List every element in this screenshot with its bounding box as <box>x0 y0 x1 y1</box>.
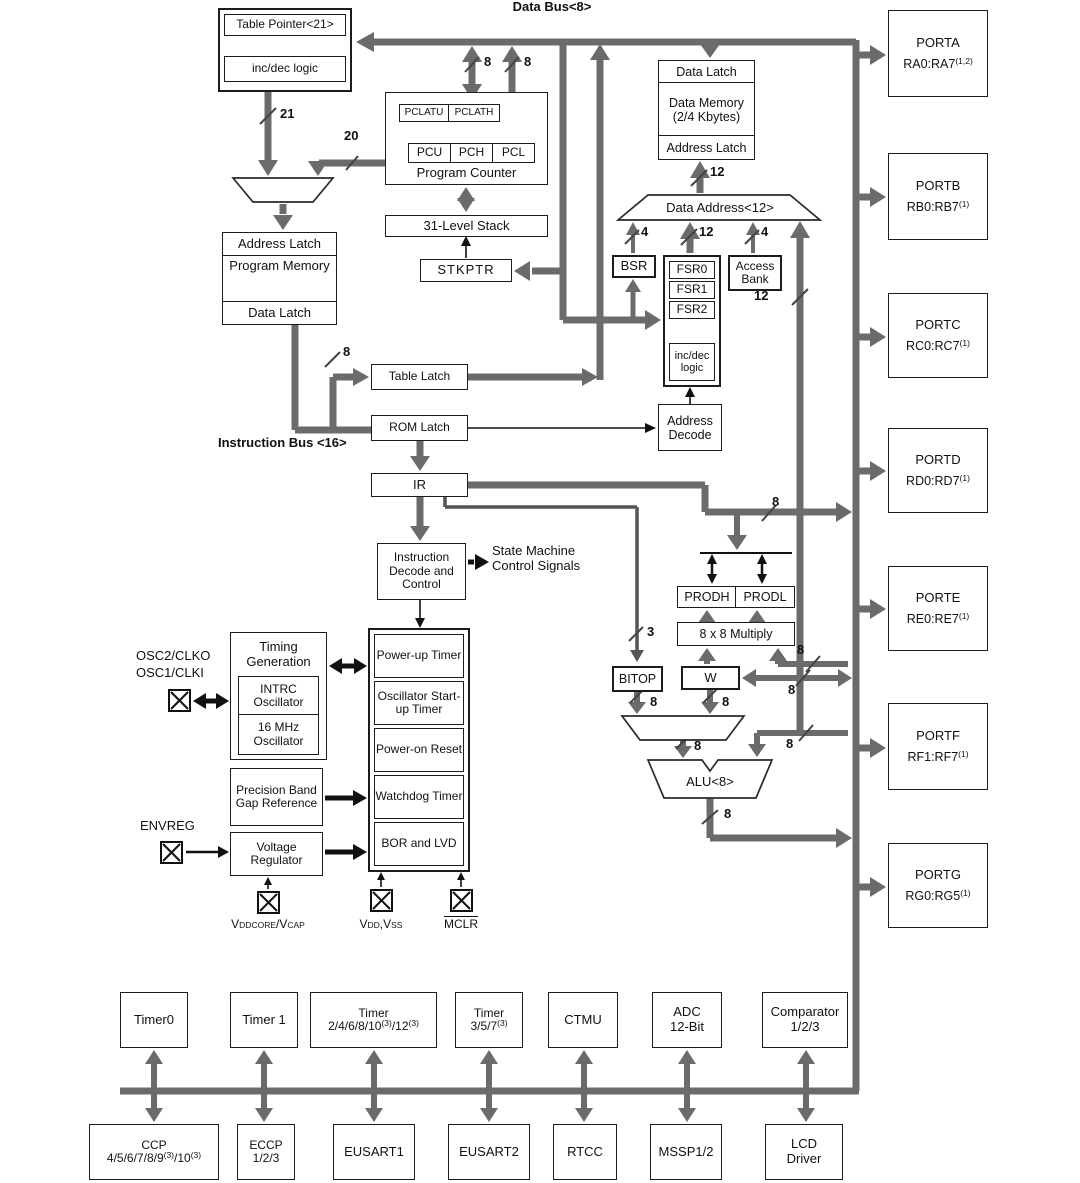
port-range <box>905 889 970 903</box>
block-fsr2: FSR2 <box>669 301 715 319</box>
mux-trapezoid <box>233 178 333 202</box>
block-table-latch: Table Latch <box>371 364 468 390</box>
port-note: (1) <box>958 749 969 760</box>
port-range <box>906 339 970 353</box>
pin-icon-osc <box>168 689 191 712</box>
port-note: (1) <box>958 611 970 622</box>
peripheral-note: (3) <box>497 1018 508 1028</box>
block-intrc-oscillator: INTRC Oscillator <box>238 676 319 716</box>
peripheral-lcd-driver <box>765 1124 843 1180</box>
block-stkptr: STKPTR <box>420 259 512 282</box>
port-range <box>906 474 970 488</box>
port-box-portg <box>888 843 988 928</box>
port-box-portf <box>888 703 988 790</box>
port-name: PORTA <box>916 34 960 50</box>
peripheral-timer1: Timer 1 <box>230 992 298 1048</box>
peripheral-line2: 1/2/3 <box>790 1019 820 1034</box>
block-8x8-multiply: 8 x 8 Multiply <box>677 622 795 646</box>
peripheral-line1: ADC <box>673 1004 701 1020</box>
program-counter-label: Program Counter <box>416 165 517 180</box>
port-note: (1) <box>959 338 970 349</box>
port-note: (1,2) <box>955 56 973 67</box>
block-fsr1: FSR1 <box>669 281 715 299</box>
peripheral-part: /10 <box>174 1151 191 1165</box>
peripheral-line2: 1/2/3 <box>252 1151 280 1165</box>
pin-icon-envreg <box>160 841 183 864</box>
state-machine-label: State Machine Control Signals <box>492 543 581 573</box>
peripheral-line2 <box>107 1152 201 1165</box>
block-31-level-stack: 31-Level Stack <box>385 215 548 237</box>
block-pclatu: PCLATU <box>399 104 449 122</box>
mclr-label: MCLR <box>443 917 478 931</box>
wire-label-20: 20 <box>344 128 359 143</box>
port-name: PORTF <box>916 727 960 743</box>
port-note: (1) <box>958 199 970 210</box>
peripheral-timer0: Timer0 <box>120 992 188 1048</box>
vddcore-part-sub: CAP <box>287 920 305 930</box>
peripheral-line1: ECCP <box>249 1137 283 1152</box>
port-range <box>907 750 968 764</box>
port-name: PORTB <box>915 177 961 193</box>
block-ir: IR <box>371 473 468 497</box>
peripheral-part: 4/5/6/7/8/9 <box>106 1151 164 1165</box>
port-range-text: RF1:RF7 <box>907 750 959 765</box>
peripheral-line2: Driver <box>786 1151 822 1166</box>
block-prodh: PRODH <box>677 586 737 608</box>
port-range-text: RD0:RD7 <box>906 474 960 489</box>
pin-icon-vdd-vss <box>370 889 393 912</box>
data-bus-label: Data Bus<8> <box>512 0 592 14</box>
timing-generation-label: Timing Generation <box>246 639 311 669</box>
block-power-on-reset: Power-on Reset <box>374 728 464 772</box>
wire-label-8-alu-in: 8 <box>786 736 794 751</box>
peripheral-adc-12bit <box>652 992 722 1048</box>
block-bsr: BSR <box>612 255 656 278</box>
wire-label-4-bsr: 4 <box>641 224 649 239</box>
peripheral-line1: LCD <box>790 1136 817 1152</box>
data-memory-line1: Data Memory <box>668 95 745 110</box>
block-fsr0: FSR0 <box>669 261 715 279</box>
vdd-part-sub: SS <box>391 920 403 930</box>
port-box-portd <box>888 428 988 513</box>
block-program-memory: Program Memory <box>222 255 337 303</box>
peripheral-note: (3) <box>190 1150 202 1160</box>
block-w-register: W <box>681 666 740 690</box>
peripheral-eccp <box>237 1124 295 1180</box>
instruction-bus-label: Instruction Bus <16> <box>218 435 347 450</box>
port-range-text: RA0:RA7 <box>903 57 956 72</box>
wire-label-8-mult: 8 <box>797 642 805 657</box>
port-range-text: RB0:RB7 <box>906 200 959 215</box>
block-watchdog-timer: Watchdog Timer <box>374 775 464 819</box>
port-box-portc <box>888 293 988 378</box>
port-range-text: RE0:RE7 <box>906 612 959 627</box>
block-bitop: BITOP <box>612 666 663 692</box>
block-access-bank: Access Bank <box>728 255 782 291</box>
block-band-gap-reference: Precision Band Gap Reference <box>230 768 323 826</box>
peripheral-comparator <box>762 992 848 1048</box>
pin-icon-vddcore-vcap <box>257 891 280 914</box>
peripheral-ccp <box>89 1124 219 1180</box>
port-name: PORTC <box>915 316 961 332</box>
peripheral-eusart2: EUSART2 <box>448 1124 530 1180</box>
peripheral-note: (3) <box>163 1150 175 1160</box>
data-address-label: Data Address<12> <box>666 200 774 215</box>
wire-label-3-bitop: 3 <box>647 624 655 639</box>
envreg-label: ENVREG <box>140 818 195 833</box>
peripheral-eusart1: EUSART1 <box>333 1124 415 1180</box>
block-table-pointer: Table Pointer<21> <box>224 14 346 36</box>
peripheral-part: 3/5/7 <box>470 1019 498 1033</box>
port-note: (1) <box>959 473 970 484</box>
wire-label-12-daddr: 12 <box>710 164 725 179</box>
wire-label-12-bus: 12 <box>754 288 769 303</box>
block-oscillator-start-up-timer: Oscillator Start-up Timer <box>374 681 464 725</box>
peripheral-line1: Timer <box>358 1005 389 1020</box>
wire-label-8-alu-out: 8 <box>724 806 732 821</box>
vdd-vss-label <box>346 918 416 932</box>
port-name: PORTG <box>915 866 961 882</box>
peripheral-line1: Timer <box>473 1005 505 1020</box>
wire-label-8-w-out: 8 <box>722 694 730 709</box>
wire-label-8-bitop-out: 8 <box>650 694 658 709</box>
vdd-part: ,V <box>379 917 392 931</box>
port-range <box>907 200 970 214</box>
block-address-latch: Address Latch <box>222 232 337 257</box>
peripheral-line1: Comparator <box>770 1004 840 1020</box>
wire-label-8-wbus: 8 <box>788 682 796 697</box>
block-instruction-decode: Instruction Decode and Control <box>377 543 466 600</box>
block-data-memory <box>658 82 755 137</box>
port-box-porta <box>888 10 988 97</box>
block-power-up-timer: Power-up Timer <box>374 634 464 678</box>
peripheral-line2 <box>470 1020 507 1033</box>
vddcore-part: V <box>231 917 240 931</box>
block-bor-and-lvd: BOR and LVD <box>374 822 464 866</box>
peripheral-note: (3) <box>381 1018 392 1028</box>
peripheral-timer-3-5-7 <box>455 992 523 1048</box>
osc2-clko-label: OSC2/CLKO <box>136 648 211 663</box>
vddcore-vcap-label <box>198 918 338 932</box>
peripheral-rtcc: RTCC <box>553 1124 617 1180</box>
port-box-porte <box>888 566 988 651</box>
block-voltage-regulator: Voltage Regulator <box>230 832 323 876</box>
block-pcl: PCL <box>492 143 535 163</box>
port-name: PORTE <box>915 589 961 605</box>
osc1-clki-label: OSC1/CLKI <box>136 665 204 680</box>
peripheral-timer-2-4-6-8-10-12 <box>310 992 437 1048</box>
port-range <box>903 57 973 71</box>
block-tp-inc-dec-logic: inc/dec logic <box>224 56 346 82</box>
block-fsr-inc-dec-logic: inc/dec logic <box>669 343 715 381</box>
peripheral-line2 <box>328 1020 419 1033</box>
pin-icon-mclr <box>450 889 473 912</box>
wire-label-4-access: 4 <box>761 224 769 239</box>
block-pcu: PCU <box>408 143 451 163</box>
vdd-part: V <box>359 917 368 931</box>
peripheral-ctmu: CTMU <box>548 992 618 1048</box>
peripheral-note: (3) <box>408 1018 419 1028</box>
wire-label-8-prod: 8 <box>772 494 780 509</box>
vddcore-part: /V <box>276 917 288 931</box>
block-data-mem-address-latch: Address Latch <box>658 135 755 160</box>
alu-label: ALU<8> <box>686 774 734 789</box>
peripheral-mssp: MSSP1/2 <box>650 1124 722 1180</box>
wire-label-8-pclat: 8 <box>484 54 492 69</box>
wire-label-21: 21 <box>280 106 295 121</box>
block-data-mem-data-latch: Data Latch <box>658 60 755 84</box>
peripheral-part: /12 <box>391 1019 409 1033</box>
block-pclath: PCLATH <box>448 104 500 122</box>
port-note: (1) <box>960 888 971 899</box>
port-box-portb <box>888 153 988 240</box>
wire-label-8-mux-out: 8 <box>694 738 702 753</box>
block-16mhz-oscillator: 16 MHz Oscillator <box>238 714 319 755</box>
port-range <box>907 612 970 626</box>
port-range-text: RC0:RC7 <box>906 339 960 354</box>
wire-label-12-fsr: 12 <box>699 224 714 239</box>
port-range-text: RG0:RG5 <box>905 889 961 904</box>
peripheral-line1: CCP <box>141 1137 167 1152</box>
data-memory-line2: (2/4 Kbytes) <box>672 109 741 124</box>
wire-label-8-pcl: 8 <box>524 54 532 69</box>
block-pch: PCH <box>450 143 493 163</box>
block-data-latch: Data Latch <box>222 301 337 325</box>
peripheral-part: 2/4/6/8/10 <box>328 1019 382 1033</box>
alu-input-mux <box>622 716 744 740</box>
block-address-decode: Address Decode <box>658 404 722 451</box>
peripheral-line2: 12-Bit <box>670 1019 704 1034</box>
vddcore-part-sub: DDCORE <box>239 920 277 930</box>
block-prodl: PRODL <box>735 586 795 608</box>
block-rom-latch: ROM Latch <box>371 415 468 441</box>
wire-label-8-table: 8 <box>343 344 351 359</box>
port-name: PORTD <box>915 451 961 467</box>
vdd-part-sub: DD <box>367 920 380 930</box>
